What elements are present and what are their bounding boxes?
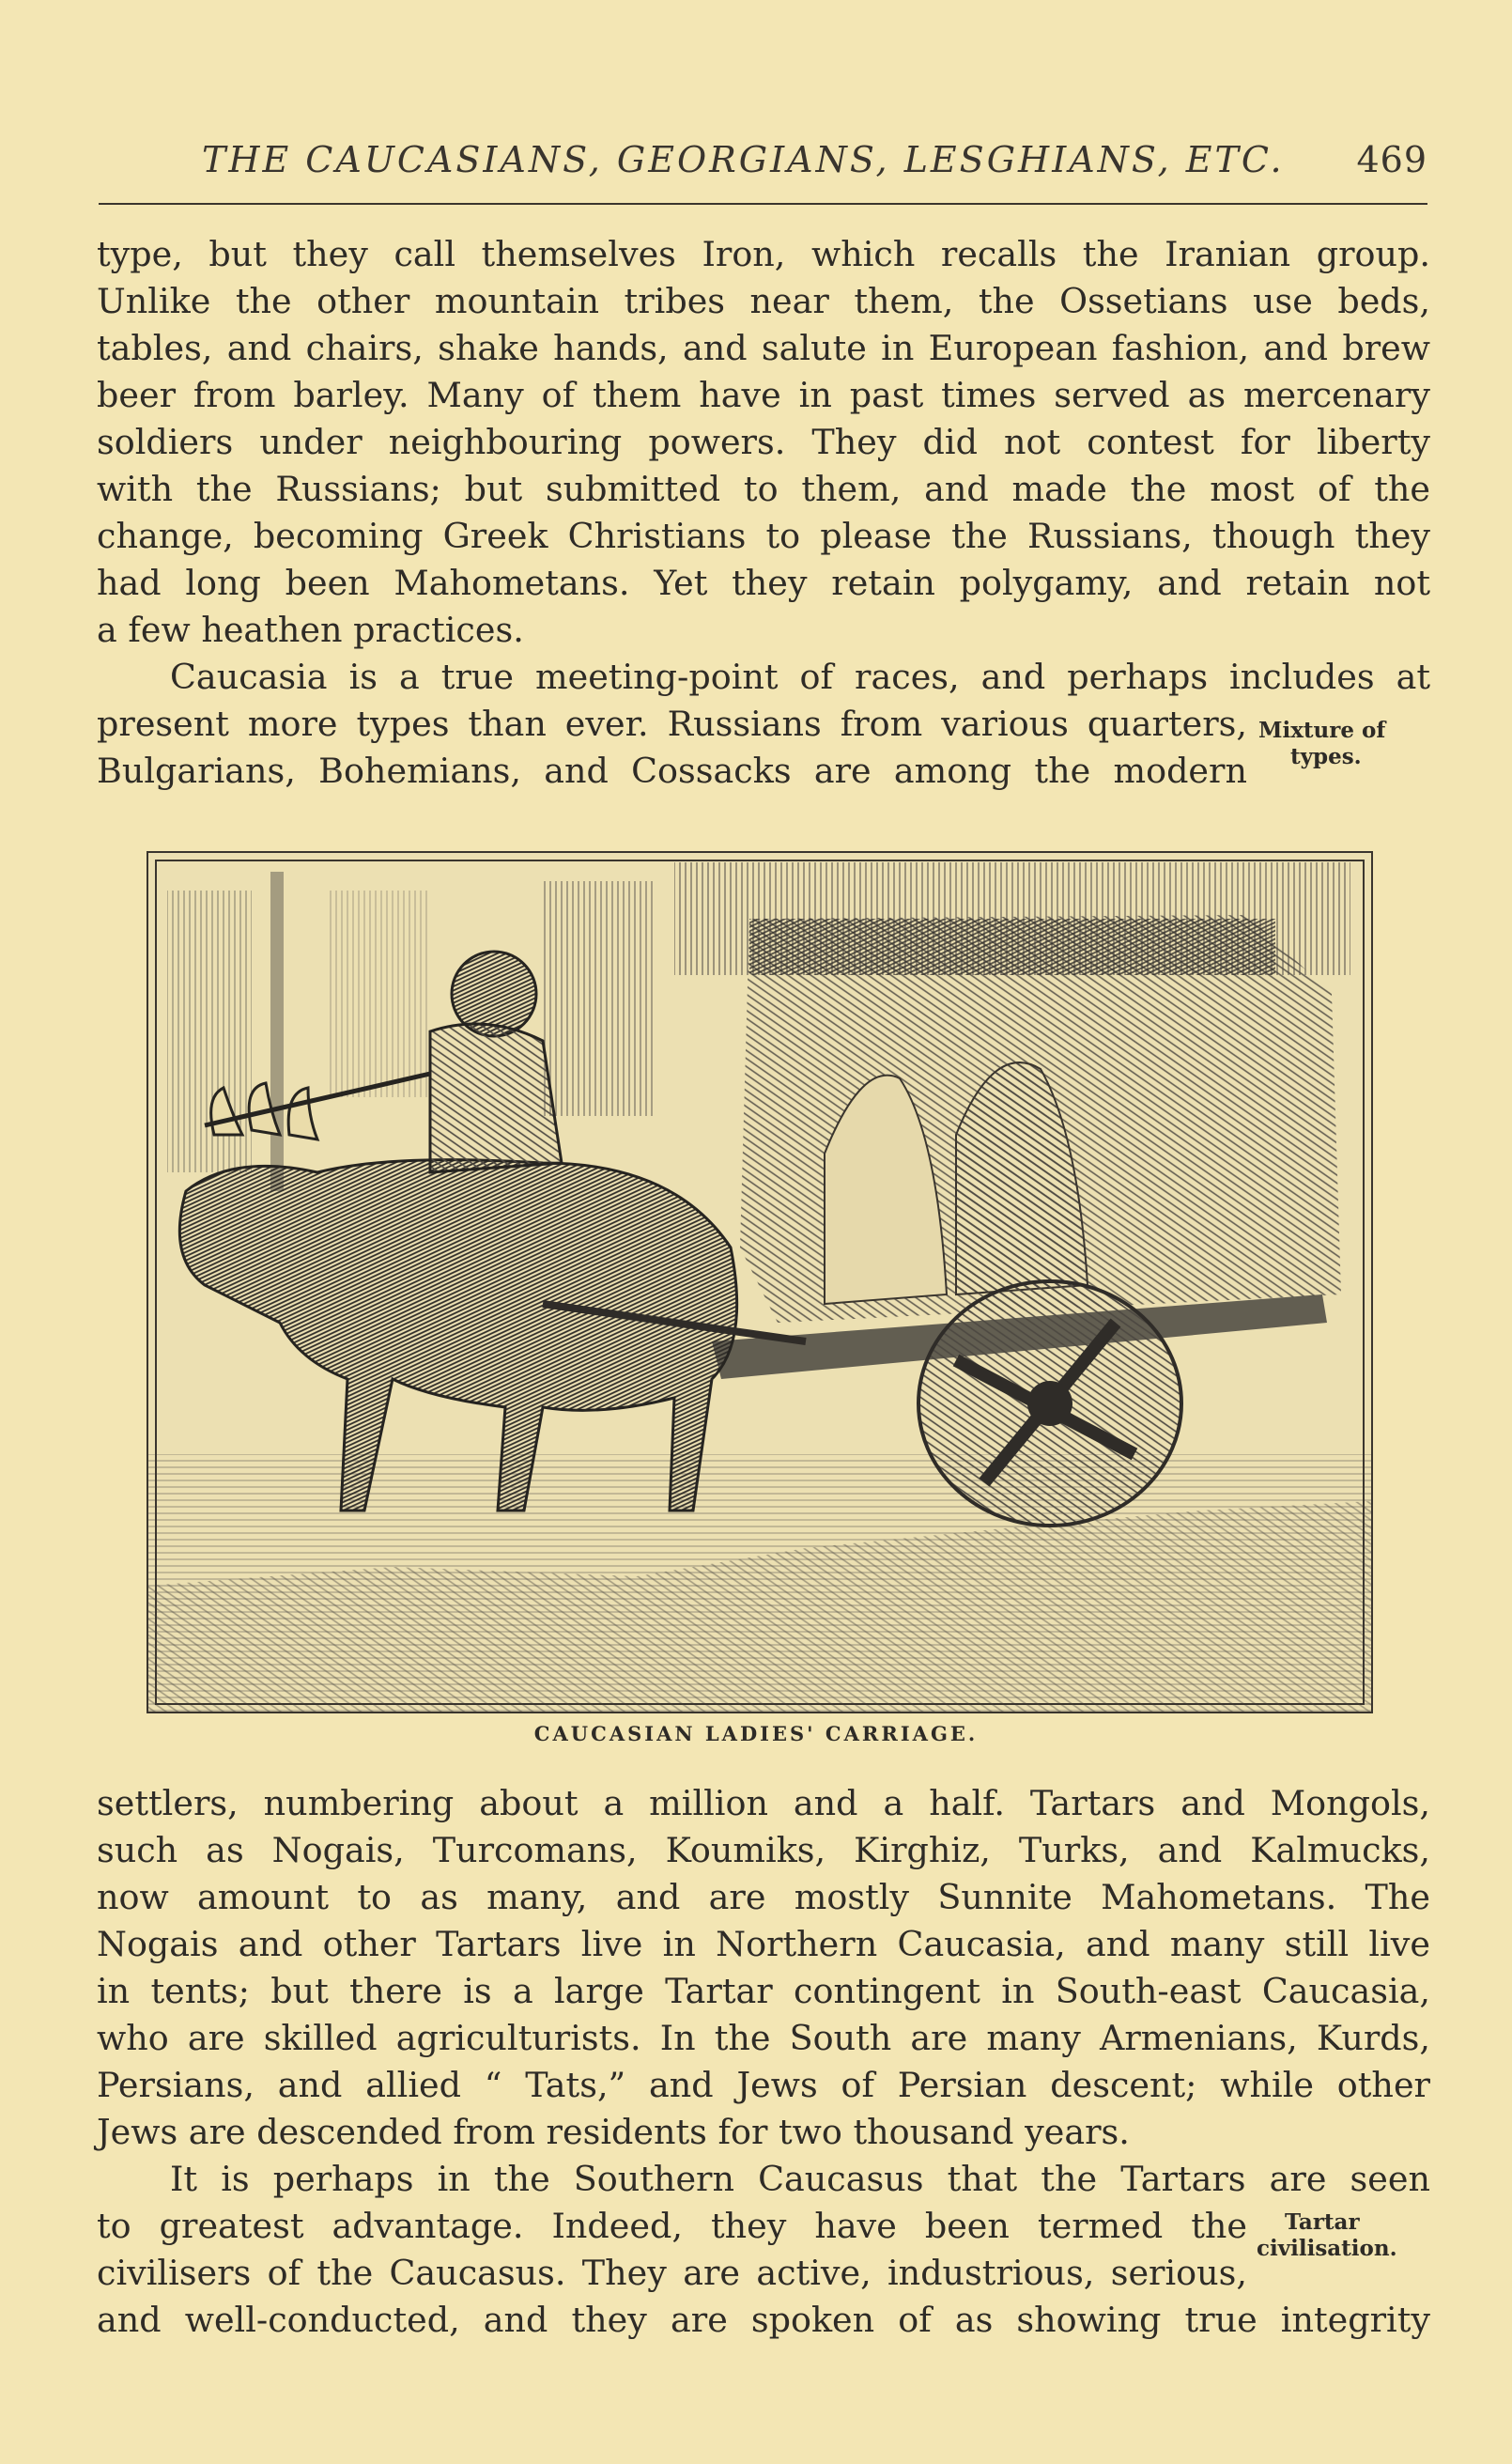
text-line: beer from barley. Many of them have in past times served as mercenary <box>97 375 1430 415</box>
text-line: who are skilled agriculturists. In the South are many Armenians, Kurds, <box>97 2018 1430 2058</box>
text-block-top <box>97 231 1430 795</box>
text-line: It is perhaps in the Southern Caucasus that the Tartars are seen <box>170 2159 1430 2199</box>
margin-note-line: Tartar <box>1285 2209 1360 2235</box>
text-line: change, becoming Greek Christians to please the Russians, though they <box>97 516 1430 556</box>
carriage-engraving <box>148 853 1371 1712</box>
text-line: civilisers of the Caucasus. They are active, industrious, serious, <box>97 2253 1247 2293</box>
margin-note-mixture <box>1258 718 1385 770</box>
text-line: Jews are descended from residents for two thousand years. <box>97 2112 1130 2152</box>
text-line: to greatest advantage. Indeed, they have been termed the <box>97 2206 1247 2246</box>
engraving-illustration <box>147 851 1373 1713</box>
text-line: now amount to as many, and are mostly Sunnite Mahometans. The <box>97 1877 1430 1917</box>
figure-caption: CAUCASIAN LADIES' CARRIAGE. <box>533 1722 979 1745</box>
driver <box>430 1024 562 1172</box>
margin-note-line: types. <box>1290 744 1362 769</box>
text-line: Unlike the other mountain tribes near them, the Ossetians use beds, <box>97 281 1430 321</box>
text-block-bottom <box>97 1780 1430 2344</box>
text-line: in tents; but there is a large Tartar contingent in South-east Caucasia, <box>97 1971 1430 2011</box>
text-line: and well-conducted, and they are spoken of as showing true integrity <box>97 2300 1430 2340</box>
text-line: tables, and chairs, shake hands, and salute in European fashion, and brew <box>97 328 1430 368</box>
margin-note-tartar <box>1257 2209 1397 2262</box>
text-line: present more types than ever. Russians from various quarters, <box>97 704 1247 744</box>
header-rule <box>99 203 1427 205</box>
margin-note-line: civilisation. <box>1257 2236 1397 2261</box>
text-line: Nogais and other Tartars live in Northern Caucasia, and many still live <box>97 1924 1430 1964</box>
running-header <box>202 139 1427 182</box>
text-line: soldiers under neighbouring powers. They did not contest for liberty <box>97 422 1430 462</box>
text-line: type, but they call themselves Iron, which recalls the Iranian group. <box>97 234 1430 274</box>
text-line: had long been Mahometans. Yet they retain polygamy, and retain not <box>97 563 1430 603</box>
text-line: a few heathen practices. <box>97 610 524 650</box>
margin-note-line: Mixture of <box>1258 718 1386 743</box>
page-number: 469 <box>1356 139 1427 180</box>
text-line: such as Nogais, Turcomans, Koumiks, Kirghiz, Turks, and Kalmucks, <box>97 1830 1430 1870</box>
running-title: THE CAUCASIANS, GEORGIANS, LESGHIANS, ETC. <box>202 139 1285 180</box>
text-line: Caucasia is a true meeting-point of races, and perhaps includes at <box>170 657 1430 697</box>
wall-columns <box>543 881 656 1116</box>
text-line: Bulgarians, Bohemians, and Cossacks are among the modern <box>97 751 1247 791</box>
text-line: settlers, numbering about a million and a half. Tartars and Mongols, <box>97 1783 1430 1823</box>
text-line: Persians, and allied “ Tats,” and Jews of Persian descent; while other <box>97 2065 1430 2105</box>
text-line: with the Russians; but submitted to them, and made the most of the <box>97 469 1430 509</box>
